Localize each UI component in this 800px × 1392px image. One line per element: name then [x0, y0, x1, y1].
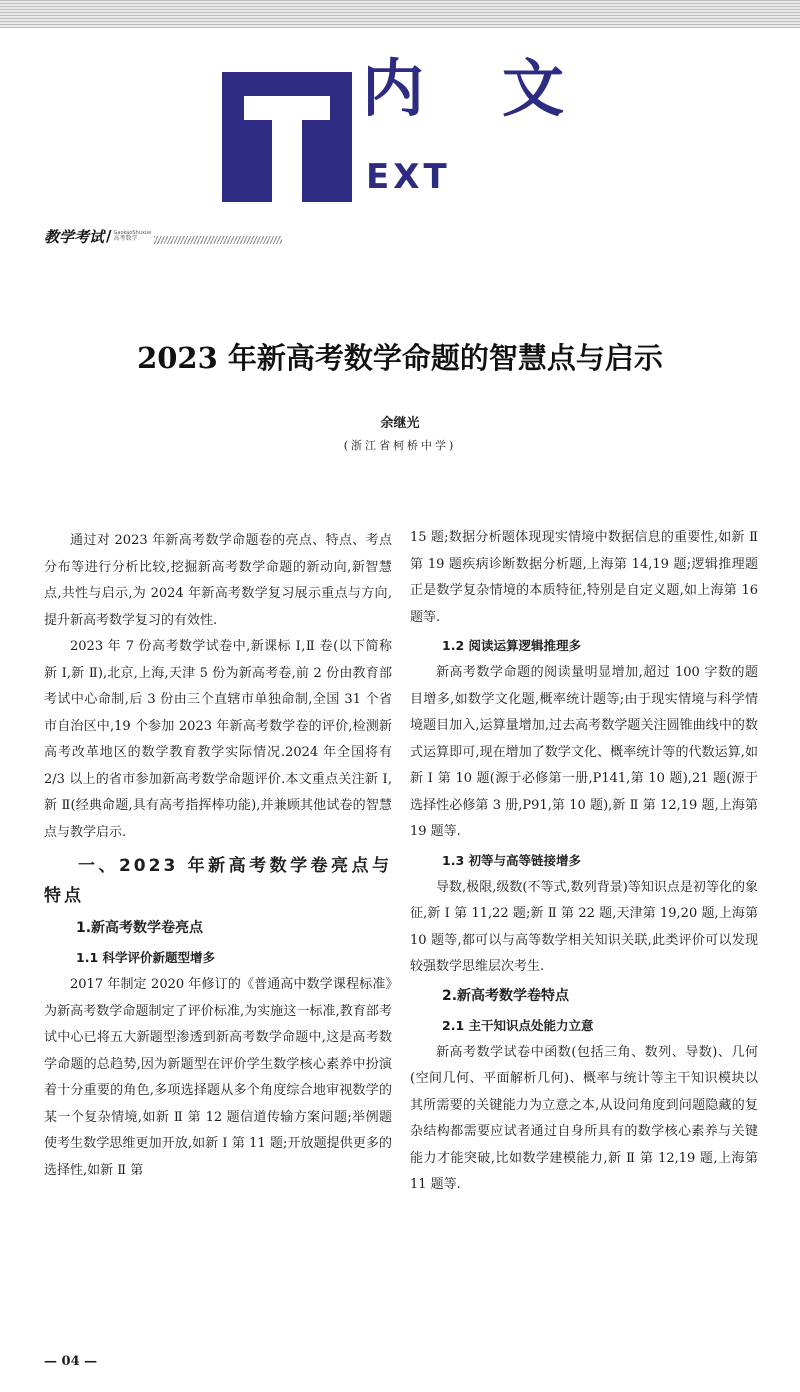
subsection-heading: 1.新高考数学卷亮点	[76, 920, 204, 936]
section-heading: 一、2023 年新高考数学卷亮点与特点	[44, 856, 392, 906]
paragraph: 2023 年 7 份高考数学试卷中,新课标 Ⅰ,Ⅱ 卷(以下简称新 Ⅰ,新 Ⅱ),北京,上海,天津 5 份为新高考卷,前 2 份由教育部考试中心命制,后 3 份由三个直辖市单独命制,全国 31 个省市自治区中,19 个参加 2023 年新高考数学卷的评价,检测新高考改革地区的数学教育教学实际情况.2024 年全国将有 2/3 以上的省市参加新高考数学命题评价.本文重点关注新 Ⅰ,新 Ⅱ(经典命题,具有高考指挥棒功能),并兼顾其他试卷的智慧点与教学启示.	[44, 639, 392, 840]
paragraph: 2017 年制定 2020 年修订的《普通高中数学课程标准》为新高考数学命题制定了评价标准,为实施这一标准,教育部考试中心已将五大新题型渗透到新高考数学命题中,这是高考数学命题的总趋势,因为新题型在评价学生数学核心素养中扮演着十分重要的角色,多项选择题从多个角度综合地审视数学的某一个复杂情境,如新 Ⅱ 第 12 题信道传输方案问题;举例题使考生数学思维更加开放,如新 Ⅰ 第 11 题;开放题提供更多的选择性,如新 Ⅱ 第	[44, 977, 392, 1178]
top-band	[0, 0, 800, 28]
article-affiliation: (浙江省柯桥中学)	[343, 439, 457, 452]
column-tag-separator: /	[106, 227, 112, 245]
subsubsection-heading: 1.1 科学评价新题型增多	[76, 950, 215, 965]
paragraph: 15 题;数据分析题体现现实情境中数据信息的重要性,如新 Ⅱ 第 19 题疾病诊断数据分析题,上海第 14,19 题;逻辑推理题正是数学复杂情境的本质特征,特别是自定义题,如上海第 16 题等.	[410, 530, 758, 625]
article-title-text: 年新高考数学命题的智慧点与启示	[217, 341, 663, 375]
paragraph: 导数,极限,级数(不等式,数列背景)等知识点是初等化的象征,新 Ⅰ 第 11,22 题;新 Ⅱ 第 22 题,天津第 19,20 题,上海第 10 题等,都可以与高等数学相关知识关联,此类评价可以发现较强数学思维层次考生.	[410, 879, 758, 974]
masthead-logo	[222, 72, 352, 202]
masthead-title-cn: 内文	[362, 52, 643, 125]
column-tag-sub-cn: 高考数学	[113, 235, 138, 242]
paragraph: 新高考数学试卷中函数(包括三角、数列、导数)、几何(空间几何、平面解析几何)、概率与统计等主干知识模块以其所需要的关键能力为立意之本,从设问角度到问题隐藏的复杂结构都需要应试者通过自身所具有的数学核心素养与关键能力才能突破,比如数学建模能力,新 Ⅱ 第 12,19 题,上海第 11 题等.	[410, 1044, 758, 1192]
column-tag-main: 教学考试	[44, 227, 105, 246]
article-title-year: 2023	[137, 341, 218, 375]
subsubsection-heading: 1.2 阅读运算逻辑推理多	[442, 638, 581, 653]
subsubsection-heading: 2.1 主干知识点处能力立意	[442, 1017, 594, 1033]
column-tag	[44, 226, 282, 246]
column-tag-sub	[114, 230, 152, 242]
subsubsection-heading: 1.3 初等与高等链接增多	[442, 852, 581, 868]
column-tag-sub-en: GaokaoShuxue	[113, 230, 152, 236]
article-author: 余继光	[380, 416, 420, 431]
column-tag-hatch	[154, 236, 282, 244]
page-number: — 04 —	[44, 1354, 98, 1369]
left-column	[44, 528, 392, 1184]
article-title	[0, 336, 800, 377]
paragraph: 通过对 2023 年新高考数学命题卷的亮点、特点、考点分布等进行分析比较,挖掘新高考数学命题的新动向,新智慧点,共性与启示,为 2024 年新高考数学复习展示重点与方向,提升新高考数学复习的有效性.	[44, 533, 392, 628]
subsection-heading: 2.新高考数学卷特点	[442, 987, 570, 1004]
paragraph: 新高考数学命题的阅读量明显增加,超过 100 字数的题目增多,如数学文化题,概率统计题等;由于现实情境与科学情境题目加入,运算量增加,过去高考数学题关注圆锥曲线中的数式运算即可,现在增加了数学文化、概率统计等的代数运算,如新 Ⅰ 第 10 题(源于必修第一册,P141,第 10 题),21 题(源于选择性必修第 3 册,P91,第 10 题),新 Ⅱ 第 12,19 题,上海第 19 题等.	[410, 665, 758, 839]
masthead-title-en: EXT	[366, 157, 451, 197]
right-column	[410, 525, 758, 1199]
